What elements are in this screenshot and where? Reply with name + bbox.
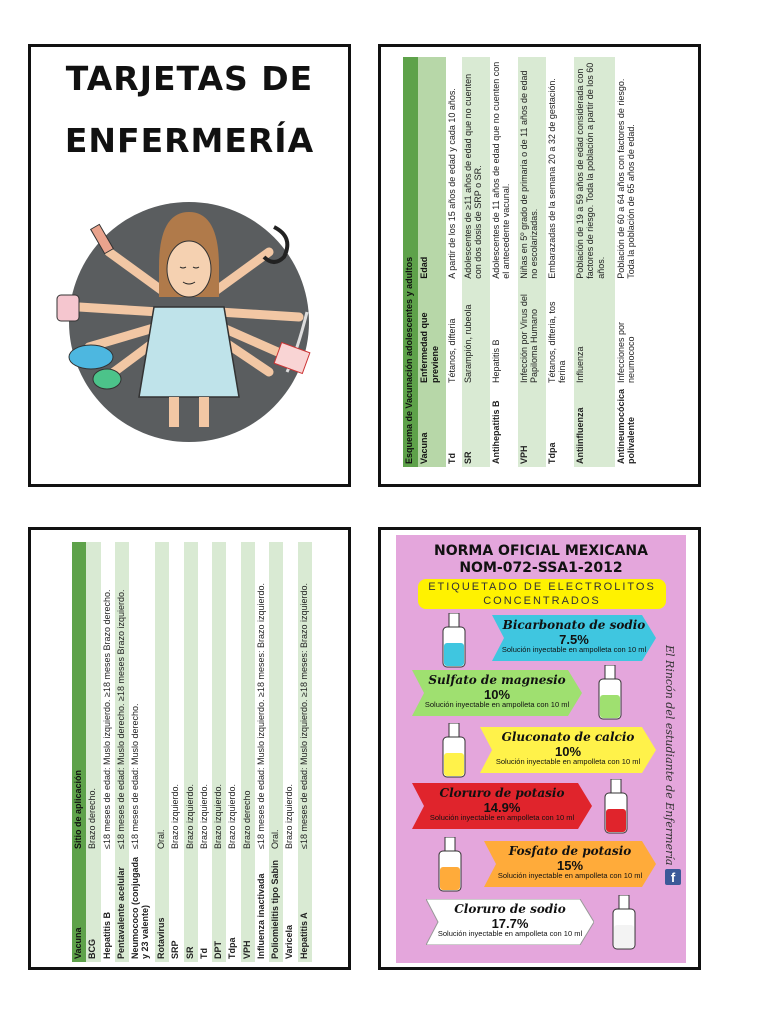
child-vaccine-cell: BCG [86, 852, 100, 962]
adult-vaccine-cell: Antihepatitis B [490, 386, 518, 467]
table-row [129, 542, 155, 962]
adult-vaccine-cell: Antiinfluenza [574, 386, 615, 467]
adult-age-cell: Embarazadas de la semana 20 a 32 de gestación. [546, 57, 574, 282]
adult-disease-cell: Sarampión, rubeola [462, 282, 490, 386]
vial-icon [596, 665, 624, 726]
child-site-cell: Brazo derecho [241, 542, 255, 852]
table-row [283, 542, 297, 962]
child-vaccine-cell: Pentavalente acelular [115, 852, 129, 962]
child-vaccine-cell: Td [198, 852, 212, 962]
electrolyte-label [484, 841, 656, 887]
table-row [241, 542, 255, 962]
poster-banner [418, 579, 666, 609]
adult-disease-cell: Hepatitis B [490, 282, 518, 386]
poster-title-line2: NOM-072-SSA1-2012 [459, 560, 623, 576]
table-row [212, 542, 226, 962]
child-site-cell: Brazo izquierdo. [198, 542, 212, 852]
child-site-cell: Brazo derecho. [86, 542, 100, 852]
adult-vaccine-cell: Antineumocócica polivalente [615, 386, 643, 467]
electrolyte-name: Gluconato de calcio [501, 730, 635, 744]
child-vaccine-cell: DPT [212, 852, 226, 962]
electrolyte-concentration: 10% [554, 744, 582, 759]
electrolyte-name: Cloruro de potasio [439, 786, 565, 800]
table-row [269, 542, 283, 962]
adult-header-age: Edad [418, 57, 446, 282]
electrolyte-description: Solución inyectable en ampolleta con 10 ml [495, 757, 641, 766]
child-vaccine-cell: Rotavirus [155, 852, 169, 962]
electrolyte-label [480, 727, 656, 773]
child-vaccine-table-wrap [72, 542, 312, 962]
table-row [184, 542, 198, 962]
table-row [155, 542, 169, 962]
adult-age-cell: Población de 19 a 59 años de edad considerada con factores de riesgo. Toda la población a partir de los 60 años. [574, 57, 615, 282]
vial-fill [600, 695, 620, 718]
child-site-cell: ≤18 meses de edad: Muslo izquierdo. ≥18 meses: Brazo izquierdo. [298, 542, 312, 852]
adult-header-disease: Enfermedad que previene [418, 282, 446, 386]
electrolyte-name: Sulfato de magnesio [428, 673, 566, 687]
adult-vaccine-cell: SR [462, 386, 490, 467]
credit-text: El Rincón del estudiante de Enfermería [663, 645, 676, 866]
electrolyte-name: Bicarbonato de sodio [502, 618, 646, 632]
credit-vertical [658, 645, 678, 905]
poster-banner-line1: ETIQUETADO DE ELECTROLITOS [428, 581, 656, 593]
cover-title-line1: TARJETAS DE [65, 59, 314, 98]
child-site-cell: ≤18 meses de edad: Muslo izquierdo. ≥18 meses Brazo derecho. [101, 542, 115, 852]
adult-age-cell: A partir de los 15 años de edad y cada 10 años. [446, 57, 461, 282]
child-vaccine-cell: Hepatitis B [101, 852, 115, 962]
child-vaccine-cell: Neumococo (conjugada y 23 valente) [129, 852, 155, 962]
electrolyte-name: Cloruro de sodio [454, 902, 566, 916]
adult-vaccine-cell: Td [446, 386, 461, 467]
table-row [115, 542, 129, 962]
adult-disease-cell: Tétanos, difteria, tos ferina [546, 282, 574, 386]
vial-fill [444, 643, 464, 666]
child-vaccine-cell: VPH [241, 852, 255, 962]
child-vaccine-cell: Tdpa [226, 852, 240, 962]
electrolyte-label [492, 615, 656, 661]
child-vaccine-cell: SRP [169, 852, 183, 962]
adult-vaccine-card [378, 44, 701, 487]
adult-table-title: Esquema de Vacunación adolescentes y adultos [403, 57, 418, 467]
child-site-cell: Brazo izquierdo. [184, 542, 198, 852]
table-row [169, 542, 183, 962]
adult-vaccine-table [403, 57, 643, 467]
child-vaccine-cell: Varicela [283, 852, 297, 962]
child-vaccine-card [28, 527, 351, 970]
child-site-cell: Brazo izquierdo. [226, 542, 240, 852]
poster-banner-line2: CONCENTRADOS [483, 595, 601, 607]
electrolyte-concentration: 10% [483, 687, 511, 702]
vial-icon [440, 723, 468, 784]
child-site-cell: Brazo izquierdo. [212, 542, 226, 852]
adult-age-cell: Población de 60 a 64 años con factores de riesgo. Toda la población de 65 años de edad. [615, 57, 643, 282]
adult-age-cell: Niñas en 5º grado de primaria o de 11 años de edad no escolarizadas. [518, 57, 546, 282]
table-row [101, 542, 115, 962]
electrolyte-concentration: 15% [556, 858, 584, 873]
child-vaccine-cell: Influenza inactivada [255, 852, 269, 962]
electrolyte-name: Fosfato de potasio [508, 844, 632, 858]
table-row [462, 57, 490, 467]
electrolyte-label [412, 670, 582, 716]
nurse-illustration [39, 197, 339, 477]
table-row [226, 542, 240, 962]
adult-disease-cell: Infecciones por neumococo [615, 282, 643, 386]
electrolyte-label [412, 783, 592, 829]
child-vaccine-cell: SR [184, 852, 198, 962]
electrolytes-poster [396, 535, 686, 963]
child-site-cell: Oral. [269, 542, 283, 852]
adult-age-cell: Adolescentes de 11 años de edad que no cuenten con el antecedente vacunal. [490, 57, 518, 282]
electrolyte-description: Solución inyectable en ampolleta con 10 ml [429, 813, 575, 822]
child-site-cell: ≤18 meses de edad: Muslo derecho. ≥18 meses Brazo izquierdo. [115, 542, 129, 852]
table-row [518, 57, 546, 467]
table-row [255, 542, 269, 962]
child-header-vaccine: Vacuna [72, 852, 86, 962]
adult-disease-cell: Tétanos, difteria [446, 282, 461, 386]
child-vaccine-cell: Poliomielitis tipo Sabin [269, 852, 283, 962]
child-site-cell: Oral. [155, 542, 169, 852]
adult-vaccine-table-wrap [403, 57, 643, 467]
adult-disease-cell: Infección por Virus del Papiloma Humano [518, 282, 546, 386]
adult-vaccine-cell: VPH [518, 386, 546, 467]
vial-icon [436, 837, 464, 898]
adult-vaccine-cell: Tdpa [546, 386, 574, 467]
poster-title-line1: NORMA OFICIAL MEXICANA [434, 543, 648, 559]
cover-title-line2: ENFERMERÍA [64, 121, 315, 160]
child-site-cell: Brazo izquierdo. [283, 542, 297, 852]
table-row [86, 542, 100, 962]
child-vaccine-table [72, 542, 312, 962]
electrolyte-description: Solución inyectable en ampolleta con 10 ml [437, 929, 583, 938]
adult-disease-cell: Influenza [574, 282, 615, 386]
table-row [490, 57, 518, 467]
electrolyte-description: Solución inyectable en ampolleta con 10 ml [424, 700, 570, 709]
facebook-icon[interactable]: f [665, 869, 681, 885]
vial-icon [610, 895, 638, 956]
vial-icon [602, 779, 630, 840]
electrolytes-card [378, 527, 701, 970]
table-row [574, 57, 615, 467]
electrolyte-concentration: 17.7% [491, 916, 529, 931]
table-row [198, 542, 212, 962]
electrolyte-concentration: 14.9% [483, 800, 521, 815]
child-site-cell: Brazo izquierdo. [169, 542, 183, 852]
vial-fill [606, 809, 626, 832]
electrolyte-description: Solución inyectable en ampolleta con 10 ml [501, 645, 647, 654]
table-row [446, 57, 461, 467]
child-header-site: Sitio de aplicación [72, 542, 86, 852]
adult-header-vaccine: Vacuna [418, 386, 446, 467]
table-row [298, 542, 312, 962]
vial-fill [444, 753, 464, 776]
table-row [615, 57, 643, 467]
electrolyte-label [426, 899, 594, 945]
electrolyte-description: Solución inyectable en ampolleta con 10 ml [497, 871, 643, 880]
child-site-cell: ≤18 meses de edad: Muslo izquierdo. ≥18 meses: Brazo izquierdo. [255, 542, 269, 852]
vial-fill [440, 867, 460, 890]
child-site-cell: ≤18 meses de edad: Muslo derecho. [129, 542, 155, 852]
adult-age-cell: Adolescentes de ≥11 años de edad que no cuenten con dos dosis de SRP o SR. [462, 57, 490, 282]
electrolyte-concentration: 7.5% [559, 632, 589, 647]
cover-card [28, 44, 351, 487]
table-row [546, 57, 574, 467]
vial-icon [440, 613, 468, 674]
child-vaccine-cell: Hepatitis A [298, 852, 312, 962]
vial-fill [614, 925, 634, 948]
